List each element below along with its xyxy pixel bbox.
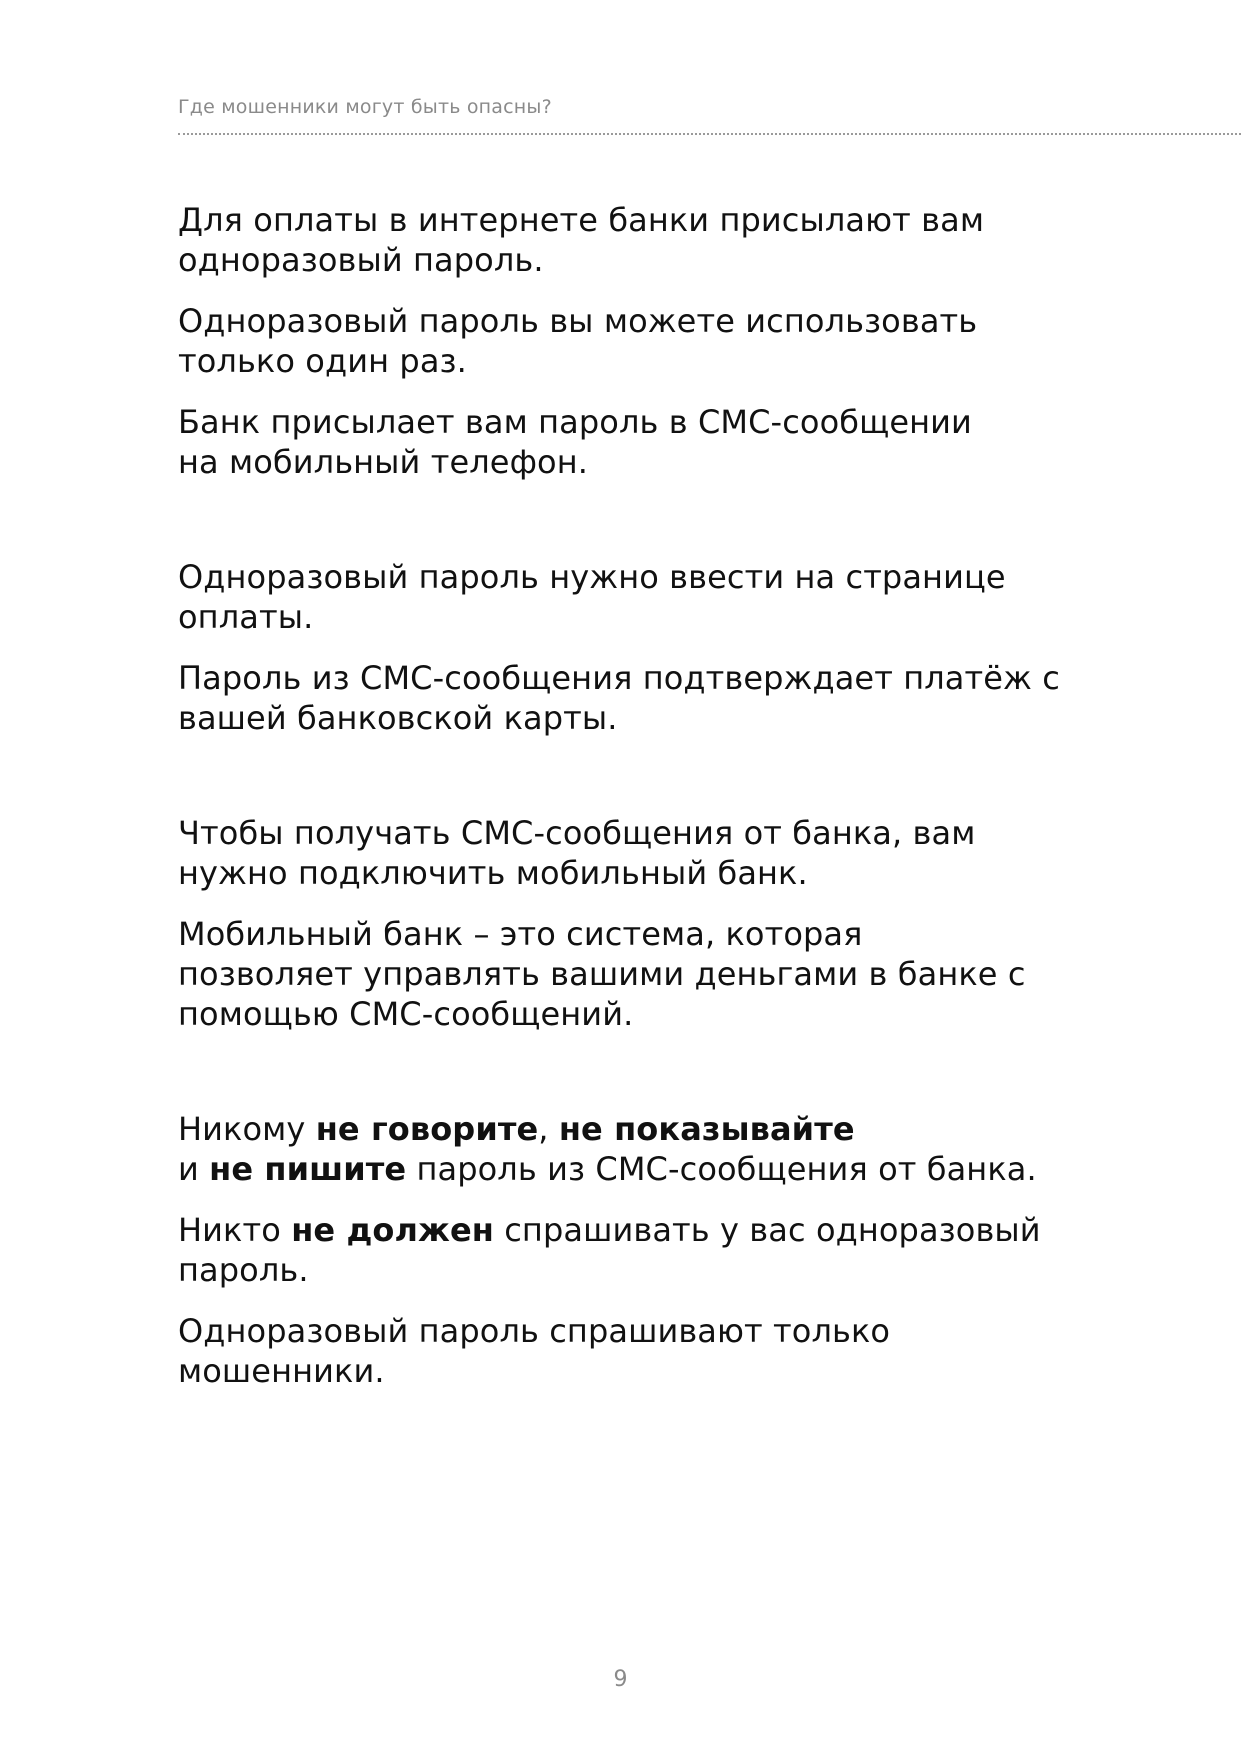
paragraph-mobile-bank-definition-line2: позволяет управлять вашими деньгами в банке с	[178, 955, 1026, 993]
do-not-share-text-4: пароль из СМС-сообщения от банка.	[406, 1150, 1037, 1188]
paragraph-sms-delivery-line1: Банк присылает вам пароль в СМС-сообщении	[178, 403, 972, 441]
do-not-share-text-3: и	[178, 1150, 210, 1188]
paragraph-mobile-bank-definition-line1: Мобильный банк – это система, которая	[178, 915, 863, 953]
do-not-share-text-1: Никому	[178, 1110, 316, 1148]
paragraph-mobile-bank-connect: Чтобы получать СМС-сообщения от банка, вам нужно подключить мобильный банк.	[178, 814, 976, 892]
nobody-should-ask-text-2: спрашивать у вас одноразовый пароль.	[178, 1211, 1041, 1289]
paragraph-mobile-bank-definition-line3: помощью СМС-сообщений.	[178, 995, 634, 1033]
paragraph-nobody-should-ask	[178, 1210, 1078, 1290]
paragraph-only-fraudsters: Одноразовый пароль спрашивают только мошенники.	[178, 1312, 891, 1390]
paragraph-sms-delivery	[178, 402, 1078, 482]
page-number: 9	[613, 1667, 628, 1692]
paragraph-single-use: Одноразовый пароль вы можете использовать только один раз.	[178, 302, 978, 380]
do-not-share-emphasis-2: не показывайте	[558, 1110, 855, 1148]
nobody-should-ask-text-1: Никто	[178, 1211, 292, 1249]
header-dotted-divider	[178, 133, 1241, 135]
paragraph-enter-password: Одноразовый пароль нужно ввести на странице оплаты.	[178, 558, 1006, 636]
paragraph-one-time-password-intro: Для оплаты в интернете банки присылают вам одноразовый пароль.	[178, 201, 985, 279]
do-not-share-emphasis-3: не пишите	[209, 1150, 407, 1188]
paragraph-sms-delivery-line2: на мобильный телефон.	[178, 443, 589, 481]
do-not-share-text-2: ,	[538, 1110, 559, 1148]
page-body	[178, 200, 1078, 1391]
paragraph-mobile-bank-definition	[178, 914, 1078, 1034]
paragraph-do-not-share	[178, 1109, 1078, 1189]
paragraph-confirm-payment: Пароль из СМС-сообщения подтверждает платёж с вашей банковской карты.	[178, 659, 1060, 737]
running-header: Где мошенники могут быть опасны?	[178, 96, 552, 118]
do-not-share-emphasis-1: не говорите	[315, 1110, 539, 1148]
nobody-should-ask-emphasis: не должен	[291, 1211, 494, 1249]
